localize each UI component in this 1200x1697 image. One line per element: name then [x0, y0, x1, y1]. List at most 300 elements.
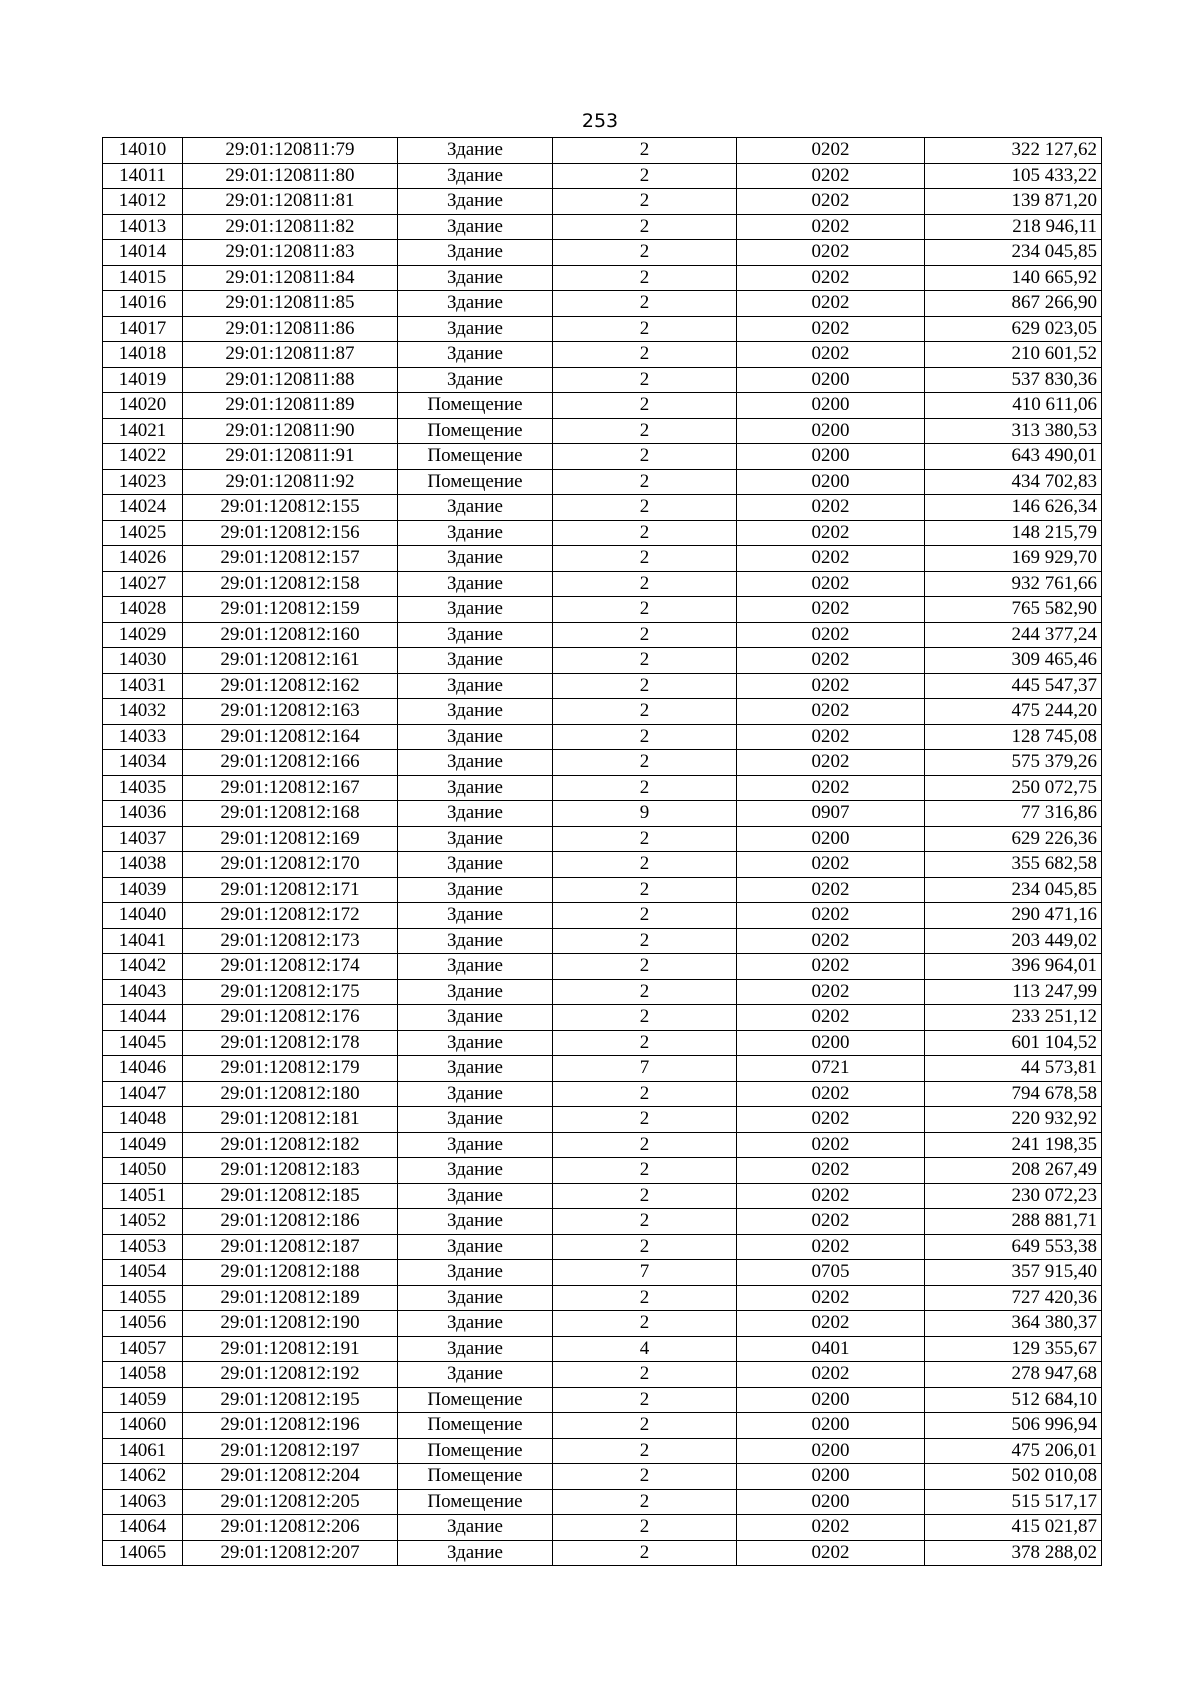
object-type-cell: Помещение	[398, 1464, 553, 1490]
group-cell: 2	[553, 418, 737, 444]
code-cell: 0202	[737, 520, 925, 546]
group-cell: 2	[553, 1438, 737, 1464]
object-type-cell: Здание	[398, 520, 553, 546]
cadastral-number-cell: 29:01:120812:188	[183, 1260, 398, 1286]
object-type-cell: Здание	[398, 1336, 553, 1362]
cadastral-value-cell: 475 244,20	[925, 699, 1102, 725]
cadastral-number-cell: 29:01:120812:180	[183, 1081, 398, 1107]
cadastral-value-cell: 309 465,46	[925, 648, 1102, 674]
object-type-cell: Здание	[398, 724, 553, 750]
code-cell: 0202	[737, 775, 925, 801]
page-number: 253	[581, 110, 619, 132]
row-number-cell: 14046	[103, 1056, 183, 1082]
table-row	[103, 979, 1102, 1005]
cadastral-value-cell: 932 761,66	[925, 571, 1102, 597]
row-number-cell: 14058	[103, 1362, 183, 1388]
group-cell: 4	[553, 1336, 737, 1362]
table-row	[103, 214, 1102, 240]
cadastral-number-cell: 29:01:120812:175	[183, 979, 398, 1005]
row-number-cell: 14020	[103, 393, 183, 419]
code-cell: 0202	[737, 163, 925, 189]
cadastral-value-cell: 208 267,49	[925, 1158, 1102, 1184]
object-type-cell: Здание	[398, 1158, 553, 1184]
cadastral-value-cell: 241 198,35	[925, 1132, 1102, 1158]
cadastral-number-cell: 29:01:120812:170	[183, 852, 398, 878]
group-cell: 2	[553, 1081, 737, 1107]
code-cell: 0200	[737, 1489, 925, 1515]
table-row	[103, 673, 1102, 699]
code-cell: 0200	[737, 444, 925, 470]
object-type-cell: Здание	[398, 648, 553, 674]
row-number-cell: 14018	[103, 342, 183, 368]
cadastral-value-cell: 415 021,87	[925, 1515, 1102, 1541]
object-type-cell: Здание	[398, 699, 553, 725]
cadastral-number-cell: 29:01:120812:187	[183, 1234, 398, 1260]
cadastral-value-cell: 575 379,26	[925, 750, 1102, 776]
cadastral-value-cell: 322 127,62	[925, 138, 1102, 164]
cadastral-number-cell: 29:01:120811:88	[183, 367, 398, 393]
group-cell: 2	[553, 1234, 737, 1260]
cadastral-number-cell: 29:01:120812:206	[183, 1515, 398, 1541]
code-cell: 0202	[737, 495, 925, 521]
group-cell: 2	[553, 1183, 737, 1209]
group-cell: 2	[553, 1540, 737, 1566]
code-cell: 0907	[737, 801, 925, 827]
cadastral-number-cell: 29:01:120812:195	[183, 1387, 398, 1413]
cadastral-number-cell: 29:01:120812:169	[183, 826, 398, 852]
cadastral-number-cell: 29:01:120812:173	[183, 928, 398, 954]
group-cell: 2	[553, 1005, 737, 1031]
group-cell: 2	[553, 622, 737, 648]
cadastral-value-cell: 233 251,12	[925, 1005, 1102, 1031]
row-number-cell: 14049	[103, 1132, 183, 1158]
table-row	[103, 1209, 1102, 1235]
table-row	[103, 699, 1102, 725]
group-cell: 7	[553, 1260, 737, 1286]
object-type-cell: Помещение	[398, 1438, 553, 1464]
object-type-cell: Здание	[398, 240, 553, 266]
row-number-cell: 14042	[103, 954, 183, 980]
cadastral-value-cell: 148 215,79	[925, 520, 1102, 546]
row-number-cell: 14052	[103, 1209, 183, 1235]
row-number-cell: 14038	[103, 852, 183, 878]
group-cell: 2	[553, 1387, 737, 1413]
table-row	[103, 1311, 1102, 1337]
cadastral-number-cell: 29:01:120811:81	[183, 189, 398, 215]
cadastral-number-cell: 29:01:120812:192	[183, 1362, 398, 1388]
cadastral-number-cell: 29:01:120812:159	[183, 597, 398, 623]
table-row	[103, 316, 1102, 342]
cadastral-number-cell: 29:01:120812:205	[183, 1489, 398, 1515]
code-cell: 0202	[737, 265, 925, 291]
code-cell: 0202	[737, 1540, 925, 1566]
object-type-cell: Здание	[398, 852, 553, 878]
cadastral-value-cell: 410 611,06	[925, 393, 1102, 419]
code-cell: 0401	[737, 1336, 925, 1362]
cadastral-number-cell: 29:01:120811:87	[183, 342, 398, 368]
row-number-cell: 14057	[103, 1336, 183, 1362]
object-type-cell: Помещение	[398, 444, 553, 470]
cadastral-number-cell: 29:01:120812:182	[183, 1132, 398, 1158]
cadastral-value-cell: 77 316,86	[925, 801, 1102, 827]
group-cell: 2	[553, 316, 737, 342]
object-type-cell: Здание	[398, 597, 553, 623]
cadastral-value-cell: 629 226,36	[925, 826, 1102, 852]
cadastral-value-cell: 355 682,58	[925, 852, 1102, 878]
table-row	[103, 138, 1102, 164]
cadastral-value-cell: 357 915,40	[925, 1260, 1102, 1286]
table-row	[103, 801, 1102, 827]
cadastral-value-cell: 250 072,75	[925, 775, 1102, 801]
cadastral-value-cell: 643 490,01	[925, 444, 1102, 470]
code-cell: 0202	[737, 1158, 925, 1184]
cadastral-value-cell: 169 929,70	[925, 546, 1102, 572]
object-type-cell: Здание	[398, 316, 553, 342]
cadastral-value-cell: 537 830,36	[925, 367, 1102, 393]
table-row	[103, 393, 1102, 419]
table-row	[103, 622, 1102, 648]
table-row	[103, 265, 1102, 291]
group-cell: 2	[553, 928, 737, 954]
cadastral-value-cell: 765 582,90	[925, 597, 1102, 623]
object-type-cell: Здание	[398, 775, 553, 801]
group-cell: 2	[553, 495, 737, 521]
table-row	[103, 1081, 1102, 1107]
object-type-cell: Здание	[398, 189, 553, 215]
group-cell: 2	[553, 1285, 737, 1311]
group-cell: 2	[553, 826, 737, 852]
row-number-cell: 14045	[103, 1030, 183, 1056]
object-type-cell: Здание	[398, 877, 553, 903]
cadastral-value-cell: 290 471,16	[925, 903, 1102, 929]
table-row	[103, 1336, 1102, 1362]
group-cell: 2	[553, 1132, 737, 1158]
group-cell: 2	[553, 138, 737, 164]
row-number-cell: 14014	[103, 240, 183, 266]
table-row	[103, 1362, 1102, 1388]
table-row	[103, 826, 1102, 852]
row-number-cell: 14044	[103, 1005, 183, 1031]
code-cell: 0202	[737, 699, 925, 725]
code-cell: 0202	[737, 1107, 925, 1133]
row-number-cell: 14015	[103, 265, 183, 291]
cadastral-value-cell: 220 932,92	[925, 1107, 1102, 1133]
table-row	[103, 1285, 1102, 1311]
group-cell: 2	[553, 189, 737, 215]
row-number-cell: 14061	[103, 1438, 183, 1464]
code-cell: 0202	[737, 648, 925, 674]
cadastral-number-cell: 29:01:120811:83	[183, 240, 398, 266]
code-cell: 0202	[737, 979, 925, 1005]
cadastral-number-cell: 29:01:120811:85	[183, 291, 398, 317]
row-number-cell: 14063	[103, 1489, 183, 1515]
object-type-cell: Помещение	[398, 1387, 553, 1413]
cadastral-number-cell: 29:01:120812:157	[183, 546, 398, 572]
cadastral-value-cell: 794 678,58	[925, 1081, 1102, 1107]
group-cell: 2	[553, 903, 737, 929]
cadastral-value-cell: 234 045,85	[925, 240, 1102, 266]
cadastral-value-cell: 244 377,24	[925, 622, 1102, 648]
object-type-cell: Здание	[398, 546, 553, 572]
row-number-cell: 14062	[103, 1464, 183, 1490]
cadastral-value-cell: 502 010,08	[925, 1464, 1102, 1490]
group-cell: 2	[553, 444, 737, 470]
table-row	[103, 1515, 1102, 1541]
cadastral-number-cell: 29:01:120812:174	[183, 954, 398, 980]
cadastral-value-cell: 727 420,36	[925, 1285, 1102, 1311]
code-cell: 0202	[737, 903, 925, 929]
code-cell: 0200	[737, 826, 925, 852]
cadastral-value-cell: 601 104,52	[925, 1030, 1102, 1056]
table-row	[103, 903, 1102, 929]
cadastral-value-cell: 44 573,81	[925, 1056, 1102, 1082]
group-cell: 2	[553, 1311, 737, 1337]
table-row	[103, 444, 1102, 470]
group-cell: 2	[553, 1362, 737, 1388]
cadastral-number-cell: 29:01:120812:167	[183, 775, 398, 801]
group-cell: 2	[553, 1158, 737, 1184]
object-type-cell: Здание	[398, 750, 553, 776]
object-type-cell: Здание	[398, 1540, 553, 1566]
cadastral-number-cell: 29:01:120812:162	[183, 673, 398, 699]
cadastral-value-cell: 146 626,34	[925, 495, 1102, 521]
table-row	[103, 1107, 1102, 1133]
cadastral-number-cell: 29:01:120812:190	[183, 1311, 398, 1337]
cadastral-value-cell: 234 045,85	[925, 877, 1102, 903]
table-row	[103, 954, 1102, 980]
table-row	[103, 1489, 1102, 1515]
table-row	[103, 1260, 1102, 1286]
table-row	[103, 240, 1102, 266]
object-type-cell: Здание	[398, 342, 553, 368]
row-number-cell: 14034	[103, 750, 183, 776]
code-cell: 0200	[737, 1413, 925, 1439]
object-type-cell: Помещение	[398, 469, 553, 495]
cadastral-number-cell: 29:01:120812:164	[183, 724, 398, 750]
object-type-cell: Здание	[398, 1056, 553, 1082]
group-cell: 2	[553, 979, 737, 1005]
group-cell: 2	[553, 750, 737, 776]
object-type-cell: Здание	[398, 673, 553, 699]
row-number-cell: 14036	[103, 801, 183, 827]
cadastral-number-cell: 29:01:120812:186	[183, 1209, 398, 1235]
group-cell: 2	[553, 571, 737, 597]
group-cell: 2	[553, 852, 737, 878]
group-cell: 2	[553, 724, 737, 750]
cadastral-number-cell: 29:01:120812:172	[183, 903, 398, 929]
table-row	[103, 520, 1102, 546]
table-row	[103, 1005, 1102, 1031]
row-number-cell: 14026	[103, 546, 183, 572]
row-number-cell: 14027	[103, 571, 183, 597]
cadastral-number-cell: 29:01:120812:196	[183, 1413, 398, 1439]
cadastral-value-cell: 364 380,37	[925, 1311, 1102, 1337]
table-row	[103, 852, 1102, 878]
row-number-cell: 14017	[103, 316, 183, 342]
group-cell: 2	[553, 163, 737, 189]
registry-table	[102, 137, 1102, 1566]
code-cell: 0202	[737, 546, 925, 572]
row-number-cell: 14019	[103, 367, 183, 393]
group-cell: 2	[553, 546, 737, 572]
cadastral-value-cell: 515 517,17	[925, 1489, 1102, 1515]
code-cell: 0200	[737, 1387, 925, 1413]
object-type-cell: Помещение	[398, 418, 553, 444]
table-row	[103, 1132, 1102, 1158]
code-cell: 0202	[737, 954, 925, 980]
object-type-cell: Здание	[398, 1030, 553, 1056]
row-number-cell: 14065	[103, 1540, 183, 1566]
row-number-cell: 14021	[103, 418, 183, 444]
object-type-cell: Здание	[398, 1132, 553, 1158]
group-cell: 2	[553, 648, 737, 674]
object-type-cell: Здание	[398, 1107, 553, 1133]
code-cell: 0200	[737, 418, 925, 444]
row-number-cell: 14039	[103, 877, 183, 903]
cadastral-number-cell: 29:01:120812:191	[183, 1336, 398, 1362]
group-cell: 2	[553, 240, 737, 266]
row-number-cell: 14013	[103, 214, 183, 240]
cadastral-value-cell: 113 247,99	[925, 979, 1102, 1005]
code-cell: 0200	[737, 393, 925, 419]
cadastral-number-cell: 29:01:120812:181	[183, 1107, 398, 1133]
group-cell: 2	[553, 520, 737, 546]
cadastral-number-cell: 29:01:120812:176	[183, 1005, 398, 1031]
object-type-cell: Здание	[398, 903, 553, 929]
row-number-cell: 14031	[103, 673, 183, 699]
row-number-cell: 14060	[103, 1413, 183, 1439]
table-row	[103, 877, 1102, 903]
object-type-cell: Здание	[398, 214, 553, 240]
row-number-cell: 14024	[103, 495, 183, 521]
group-cell: 2	[553, 1413, 737, 1439]
object-type-cell: Помещение	[398, 393, 553, 419]
cadastral-number-cell: 29:01:120812:155	[183, 495, 398, 521]
object-type-cell: Здание	[398, 291, 553, 317]
code-cell: 0202	[737, 597, 925, 623]
code-cell: 0200	[737, 1464, 925, 1490]
row-number-cell: 14064	[103, 1515, 183, 1541]
code-cell: 0202	[737, 622, 925, 648]
code-cell: 0705	[737, 1260, 925, 1286]
object-type-cell: Здание	[398, 367, 553, 393]
group-cell: 2	[553, 877, 737, 903]
row-number-cell: 14025	[103, 520, 183, 546]
cadastral-number-cell: 29:01:120812:158	[183, 571, 398, 597]
cadastral-value-cell: 139 871,20	[925, 189, 1102, 215]
cadastral-value-cell: 649 553,38	[925, 1234, 1102, 1260]
group-cell: 2	[553, 699, 737, 725]
row-number-cell: 14055	[103, 1285, 183, 1311]
code-cell: 0202	[737, 1209, 925, 1235]
table-row	[103, 1183, 1102, 1209]
table-row	[103, 1158, 1102, 1184]
code-cell: 0200	[737, 1438, 925, 1464]
cadastral-number-cell: 29:01:120812:168	[183, 801, 398, 827]
cadastral-value-cell: 128 745,08	[925, 724, 1102, 750]
group-cell: 2	[553, 954, 737, 980]
group-cell: 2	[553, 214, 737, 240]
object-type-cell: Здание	[398, 163, 553, 189]
cadastral-number-cell: 29:01:120812:183	[183, 1158, 398, 1184]
table-row	[103, 418, 1102, 444]
group-cell: 2	[553, 291, 737, 317]
table-row	[103, 189, 1102, 215]
row-number-cell: 14029	[103, 622, 183, 648]
cadastral-value-cell: 288 881,71	[925, 1209, 1102, 1235]
cadastral-value-cell: 140 665,92	[925, 265, 1102, 291]
row-number-cell: 14016	[103, 291, 183, 317]
table-row	[103, 1438, 1102, 1464]
cadastral-number-cell: 29:01:120812:166	[183, 750, 398, 776]
table-row	[103, 163, 1102, 189]
table-row	[103, 1234, 1102, 1260]
object-type-cell: Здание	[398, 954, 553, 980]
code-cell: 0202	[737, 724, 925, 750]
table-row	[103, 495, 1102, 521]
row-number-cell: 14051	[103, 1183, 183, 1209]
row-number-cell: 14054	[103, 1260, 183, 1286]
table-row	[103, 1030, 1102, 1056]
code-cell: 0202	[737, 1285, 925, 1311]
group-cell: 2	[553, 673, 737, 699]
cadastral-number-cell: 29:01:120812:160	[183, 622, 398, 648]
cadastral-value-cell: 278 947,68	[925, 1362, 1102, 1388]
object-type-cell: Здание	[398, 571, 553, 597]
cadastral-number-cell: 29:01:120812:171	[183, 877, 398, 903]
row-number-cell: 14037	[103, 826, 183, 852]
cadastral-value-cell: 445 547,37	[925, 673, 1102, 699]
cadastral-number-cell: 29:01:120812:204	[183, 1464, 398, 1490]
code-cell: 0202	[737, 1234, 925, 1260]
cadastral-number-cell: 29:01:120811:92	[183, 469, 398, 495]
code-cell: 0202	[737, 342, 925, 368]
group-cell: 2	[553, 265, 737, 291]
table-row	[103, 750, 1102, 776]
cadastral-value-cell: 218 946,11	[925, 214, 1102, 240]
row-number-cell: 14033	[103, 724, 183, 750]
code-cell: 0202	[737, 1005, 925, 1031]
cadastral-number-cell: 29:01:120811:90	[183, 418, 398, 444]
object-type-cell: Здание	[398, 826, 553, 852]
code-cell: 0202	[737, 852, 925, 878]
cadastral-number-cell: 29:01:120811:84	[183, 265, 398, 291]
cadastral-value-cell: 475 206,01	[925, 1438, 1102, 1464]
cadastral-value-cell: 506 996,94	[925, 1413, 1102, 1439]
cadastral-number-cell: 29:01:120812:163	[183, 699, 398, 725]
row-number-cell: 14028	[103, 597, 183, 623]
group-cell: 2	[553, 1209, 737, 1235]
group-cell: 2	[553, 1030, 737, 1056]
row-number-cell: 14012	[103, 189, 183, 215]
row-number-cell: 14035	[103, 775, 183, 801]
row-number-cell: 14022	[103, 444, 183, 470]
cadastral-number-cell: 29:01:120812:185	[183, 1183, 398, 1209]
table-row	[103, 724, 1102, 750]
object-type-cell: Здание	[398, 495, 553, 521]
cadastral-value-cell: 210 601,52	[925, 342, 1102, 368]
code-cell: 0202	[737, 1515, 925, 1541]
object-type-cell: Здание	[398, 928, 553, 954]
code-cell: 0202	[737, 138, 925, 164]
table-row	[103, 571, 1102, 597]
row-number-cell: 14010	[103, 138, 183, 164]
cadastral-value-cell: 313 380,53	[925, 418, 1102, 444]
group-cell: 2	[553, 1464, 737, 1490]
group-cell: 2	[553, 1489, 737, 1515]
table-row	[103, 648, 1102, 674]
cadastral-value-cell: 512 684,10	[925, 1387, 1102, 1413]
